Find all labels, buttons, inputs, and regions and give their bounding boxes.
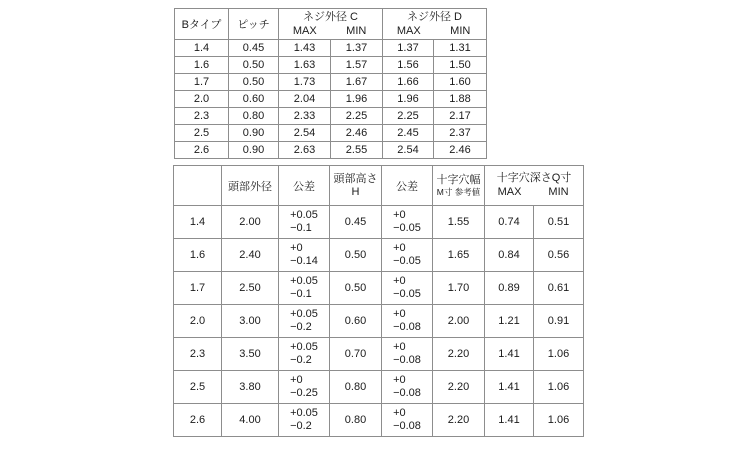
col-header-cross-width (433, 166, 485, 206)
table-row (174, 239, 584, 272)
col-group-thread-od-c (279, 9, 383, 40)
cell-pitch: 0.80 (229, 108, 279, 125)
cell-q-max: 1.41 (485, 338, 534, 371)
cell-tolerance-od (279, 338, 330, 371)
cell-c-max: 2.54 (279, 125, 331, 142)
cell-head-od: 3.80 (222, 371, 279, 404)
cell-q-min: 1.06 (534, 371, 584, 404)
tolerance-plus: +0.05 (290, 308, 318, 320)
min-label: MIN (346, 24, 367, 37)
tolerance-minus: −0.05 (393, 288, 421, 300)
cell-cross-width: 1.70 (433, 272, 485, 305)
cell-c-min: 1.37 (331, 40, 383, 57)
cell-head-od: 4.00 (222, 404, 279, 437)
tolerance-plus: +0 (290, 242, 303, 254)
table-row (175, 125, 487, 142)
cell-d-min: 1.31 (434, 40, 487, 57)
cell-d-min: 2.37 (434, 125, 487, 142)
table-row (175, 108, 487, 125)
tolerance-minus: −0.05 (393, 255, 421, 267)
head-dimension-spec-table (173, 165, 584, 437)
min-label: MIN (450, 24, 471, 37)
cell-type: 2.0 (174, 305, 222, 338)
cell-tolerance-od (279, 206, 330, 239)
cell-cross-width: 1.65 (433, 239, 485, 272)
tolerance-minus: −0.2 (290, 420, 312, 432)
thread-od-spec-table (174, 8, 487, 159)
cell-q-min: 0.61 (534, 272, 584, 305)
col-header-b-type: Bタイプ (175, 9, 229, 40)
cell-tolerance-h (382, 206, 433, 239)
tolerance-minus: −0.08 (393, 387, 421, 399)
cell-tolerance-od (279, 239, 330, 272)
cell-head-height: 0.70 (330, 338, 382, 371)
col-group-cross-depth-q (485, 166, 584, 206)
cell-pitch: 0.50 (229, 57, 279, 74)
cell-tolerance-h (382, 239, 433, 272)
cell-head-od: 3.50 (222, 338, 279, 371)
tolerance-plus: +0 (393, 242, 406, 254)
cell-head-od: 3.00 (222, 305, 279, 338)
tolerance-plus: +0 (393, 275, 406, 287)
cell-q-max: 1.41 (485, 404, 534, 437)
cell-type: 2.6 (175, 142, 229, 159)
tolerance-minus: −0.14 (290, 255, 318, 267)
table-row (175, 57, 487, 74)
cell-type: 2.6 (174, 404, 222, 437)
cell-cross-width: 2.20 (433, 371, 485, 404)
cell-c-max: 1.63 (279, 57, 331, 74)
tolerance-plus: +0 (393, 407, 406, 419)
cross-width-ref-note: M寸 参考値 (436, 186, 481, 197)
group-title-q: 十字穴深さQ寸 (496, 172, 572, 184)
cell-cross-width: 2.20 (433, 404, 485, 437)
cell-q-min: 1.06 (534, 338, 584, 371)
cell-c-max: 2.04 (279, 91, 331, 108)
cell-c-min: 2.25 (331, 108, 383, 125)
table-row (175, 142, 487, 159)
cell-pitch: 0.50 (229, 74, 279, 91)
tolerance-minus: −0.08 (393, 321, 421, 333)
tolerance-plus: +0 (393, 374, 406, 386)
table-row (174, 272, 584, 305)
cell-tolerance-h (382, 338, 433, 371)
cell-d-max: 1.56 (383, 57, 434, 74)
cell-head-od: 2.50 (222, 272, 279, 305)
tolerance-plus: +0 (393, 341, 406, 353)
cell-type: 1.4 (175, 40, 229, 57)
cell-d-min: 1.88 (434, 91, 487, 108)
cell-cross-width: 2.20 (433, 338, 485, 371)
table-row (175, 40, 487, 57)
tolerance-minus: −0.08 (393, 354, 421, 366)
cell-tolerance-od (279, 272, 330, 305)
cell-d-max: 2.54 (383, 142, 434, 159)
col-header-head-od: 頭部外径 (222, 166, 279, 206)
max-label: MAX (396, 24, 421, 37)
cell-q-max: 0.89 (485, 272, 534, 305)
cell-head-height: 0.45 (330, 206, 382, 239)
cell-type: 1.6 (175, 57, 229, 74)
tolerance-minus: −0.1 (290, 288, 312, 300)
col-header-blank (174, 166, 222, 206)
group-title-c: ネジ外径 C (303, 10, 358, 23)
cell-head-height: 0.50 (330, 239, 382, 272)
cell-tolerance-h (382, 404, 433, 437)
head-height-symbol: H (351, 185, 360, 198)
cell-pitch: 0.45 (229, 40, 279, 57)
cell-head-od: 2.40 (222, 239, 279, 272)
tolerance-minus: −0.2 (290, 354, 312, 366)
cell-head-od: 2.00 (222, 206, 279, 239)
table-row (174, 305, 584, 338)
cell-c-min: 2.55 (331, 142, 383, 159)
cell-c-max: 1.43 (279, 40, 331, 57)
cell-type: 1.7 (174, 272, 222, 305)
tolerance-plus: +0 (393, 308, 406, 320)
table-row (174, 404, 584, 437)
cell-tolerance-h (382, 272, 433, 305)
cell-pitch: 0.90 (229, 142, 279, 159)
tolerance-minus: −0.08 (393, 420, 421, 432)
cell-head-height: 0.80 (330, 371, 382, 404)
tolerance-plus: +0.05 (290, 209, 318, 221)
table-row (175, 74, 487, 91)
cell-tolerance-od (279, 404, 330, 437)
cell-cross-width: 2.00 (433, 305, 485, 338)
col-header-tolerance-1: 公差 (279, 166, 330, 206)
col-group-thread-od-d (383, 9, 487, 40)
table-row (175, 91, 487, 108)
cell-d-max: 1.37 (383, 40, 434, 57)
cell-q-max: 1.21 (485, 305, 534, 338)
tolerance-plus: +0 (393, 209, 406, 221)
table-row (174, 338, 584, 371)
cell-tolerance-od (279, 305, 330, 338)
cell-d-min: 1.50 (434, 57, 487, 74)
tolerance-plus: +0 (290, 374, 303, 386)
cell-pitch: 0.90 (229, 125, 279, 142)
table-row (174, 371, 584, 404)
cell-head-height: 0.50 (330, 272, 382, 305)
cell-type: 2.0 (175, 91, 229, 108)
cell-tolerance-od (279, 371, 330, 404)
tolerance-minus: −0.05 (393, 222, 421, 234)
cell-d-max: 1.96 (383, 91, 434, 108)
max-label: MAX (497, 186, 522, 198)
cell-head-height: 0.60 (330, 305, 382, 338)
table-header-row (174, 166, 584, 206)
cell-q-min: 0.51 (534, 206, 584, 239)
cell-type: 1.7 (175, 74, 229, 91)
col-header-head-height (330, 166, 382, 206)
tolerance-minus: −0.1 (290, 222, 312, 234)
cell-d-max: 2.25 (383, 108, 434, 125)
head-height-label: 頭部高さ (333, 172, 378, 185)
cell-tolerance-h (382, 305, 433, 338)
col-header-pitch: ピッチ (229, 9, 279, 40)
cell-q-min: 1.06 (534, 404, 584, 437)
cell-type: 2.3 (175, 108, 229, 125)
cell-type: 2.5 (175, 125, 229, 142)
table-header-row (175, 9, 487, 40)
cell-type: 2.3 (174, 338, 222, 371)
cell-c-max: 2.63 (279, 142, 331, 159)
cell-type: 2.5 (174, 371, 222, 404)
cell-q-max: 0.74 (485, 206, 534, 239)
cell-q-max: 0.84 (485, 239, 534, 272)
cell-pitch: 0.60 (229, 91, 279, 108)
cell-q-min: 0.56 (534, 239, 584, 272)
cell-d-min: 2.17 (434, 108, 487, 125)
cell-type: 1.6 (174, 239, 222, 272)
cell-c-min: 1.96 (331, 91, 383, 108)
cell-cross-width: 1.55 (433, 206, 485, 239)
tolerance-plus: +0.05 (290, 275, 318, 287)
cell-c-min: 2.46 (331, 125, 383, 142)
group-title-d: ネジ外径 D (407, 10, 462, 23)
cell-d-min: 1.60 (434, 74, 487, 91)
tolerance-plus: +0.05 (290, 407, 318, 419)
cell-head-height: 0.80 (330, 404, 382, 437)
col-header-tolerance-2: 公差 (382, 166, 433, 206)
cell-c-min: 1.57 (331, 57, 383, 74)
cell-d-max: 1.66 (383, 74, 434, 91)
cross-width-label: 十字穴幅 (436, 173, 481, 186)
tolerance-minus: −0.25 (290, 387, 318, 399)
cell-d-min: 2.46 (434, 142, 487, 159)
min-label: MIN (548, 186, 569, 198)
cell-tolerance-h (382, 371, 433, 404)
tolerance-minus: −0.2 (290, 321, 312, 333)
cell-c-min: 1.67 (331, 74, 383, 91)
cell-c-max: 2.33 (279, 108, 331, 125)
cell-d-max: 2.45 (383, 125, 434, 142)
tolerance-plus: +0.05 (290, 341, 318, 353)
cell-q-min: 0.91 (534, 305, 584, 338)
cell-q-max: 1.41 (485, 371, 534, 404)
cell-type: 1.4 (174, 206, 222, 239)
max-label: MAX (292, 24, 317, 37)
table-row (174, 206, 584, 239)
cell-c-max: 1.73 (279, 74, 331, 91)
